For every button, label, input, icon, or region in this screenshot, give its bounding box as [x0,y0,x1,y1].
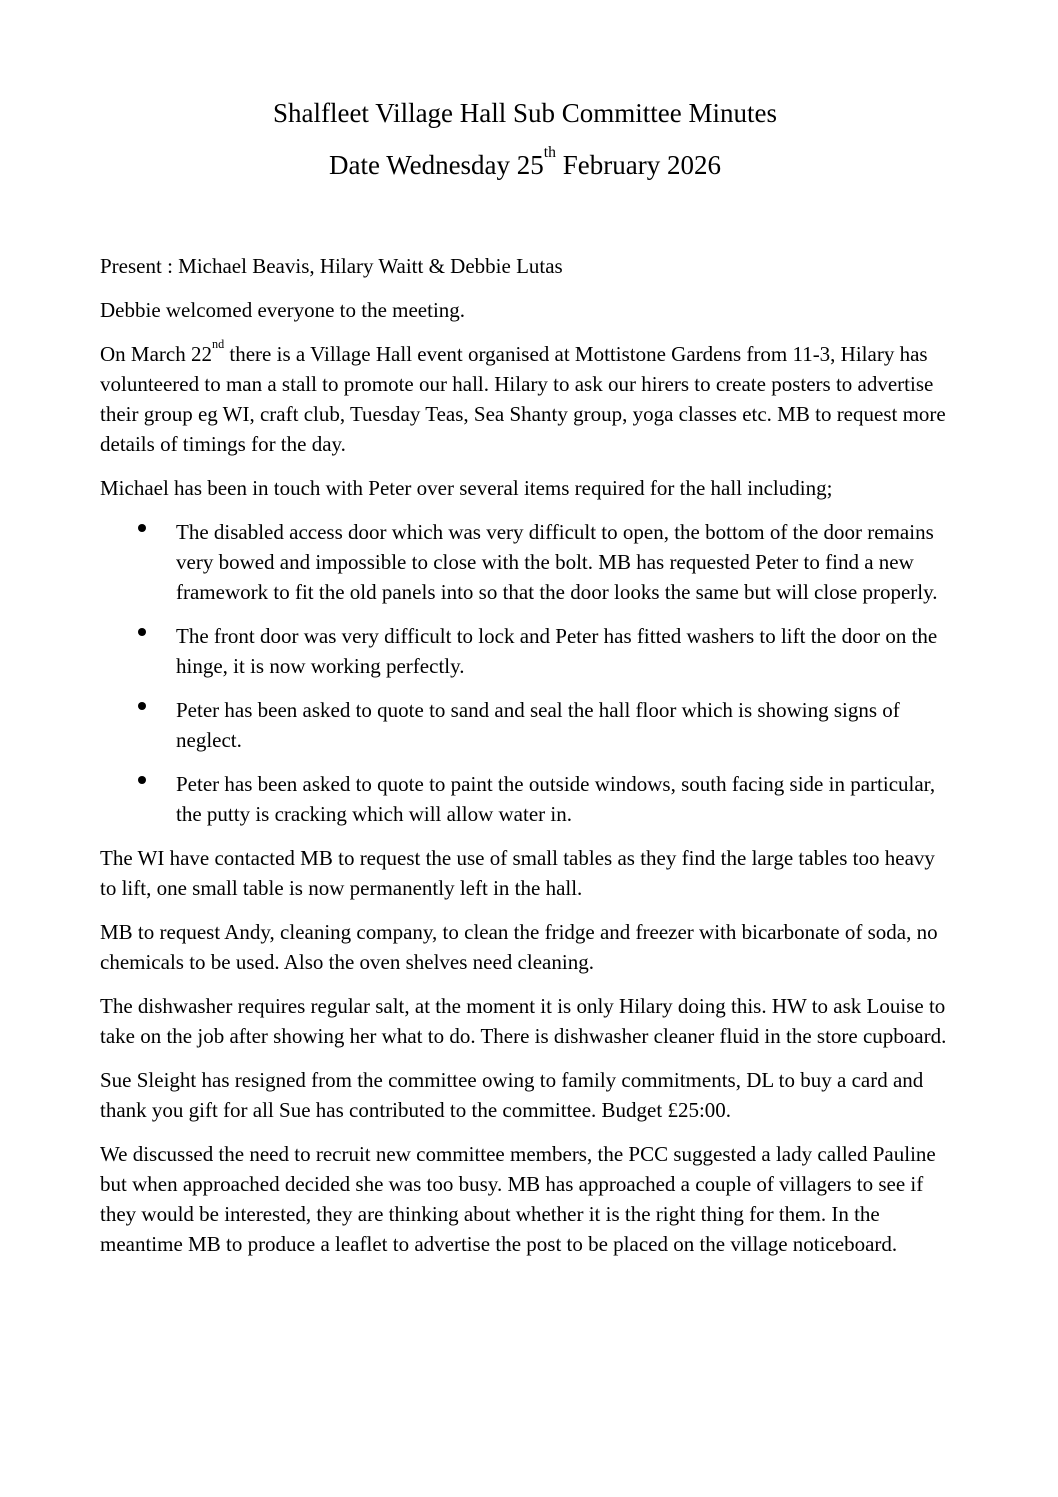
list-item [100,621,950,681]
date-ordinal-suffix: th [543,143,556,161]
march-event-pre: On March 22 [100,342,212,366]
bullet-icon [138,702,146,710]
paragraph-wi-tables: The WI have contacted MB to request the use of small tables as they find the large tables too heavy to lift, one small table is now permanently left in the hall. [100,846,935,900]
document-date-line [100,143,950,183]
bullet-icon [138,524,146,532]
list-item [100,769,950,829]
list-item-text: The disabled access door which was very difficult to open, the bottom of the door remains very bowed and impossible to close with the bolt. MB has requested Peter to find a new framework to fit the old panels into so that the door looks the same but will close properly. [176,520,938,604]
march-ordinal-suffix: nd [211,336,225,351]
bullet-icon [138,776,146,784]
hall-items-list [100,517,950,829]
paragraph-recruitment: We discussed the need to recruit new committee members, the PCC suggested a lady called Pauline but when approached decided she was too busy. MB has approached a couple of villagers to see if they would be interested, they are thinking about whether it is the right thing for them. In the meantime MB to produce a leaflet to advertise the post to be placed on the village noticeboard. [100,1142,936,1256]
paragraph-welcome: Debbie welcomed everyone to the meeting. [100,298,466,322]
present-attendees-line: Present : Michael Beavis, Hilary Waitt & Debbie Lutas [100,254,563,278]
date-text-post: February 2026 [555,150,721,180]
paragraph-march-event [100,336,950,459]
march-event-post: there is a Village Hall event organised at Mottistone Gardens from 11-3, Hilary has volunteered to man a stall to promote our hall. Hilary to ask our hirers to create posters to advertise their group eg WI, craft club, Tuesday Teas, Sea Shanty group, yoga classes etc. MB to request more details of timings for the day. [100,342,946,456]
date-text-pre: Date Wednesday 25 [329,150,544,180]
list-item-text: Peter has been asked to quote to sand and seal the hall floor which is showing signs of neglect. [176,698,900,752]
bullet-icon [138,628,146,636]
paragraph-michael-peter: Michael has been in touch with Peter over several items required for the hall including; [100,476,833,500]
paragraph-dishwasher: The dishwasher requires regular salt, at the moment it is only Hilary doing this. HW to ask Louise to take on the job after showing her what to do. There is dishwasher cleaner fluid in the store cupboard. [100,994,947,1048]
list-item [100,695,950,755]
paragraph-cleaning: MB to request Andy, cleaning company, to clean the fridge and freezer with bicarbonate of soda, no chemicals to be used. Also the oven shelves need cleaning. [100,920,938,974]
document-title: Shalfleet Village Hall Sub Committee Minutes [272,98,778,128]
list-item [100,517,950,607]
list-item-text: Peter has been asked to quote to paint the outside windows, south facing side in particular, the putty is cracking which will allow water in. [176,772,936,826]
list-item-text: The front door was very difficult to lock and Peter has fitted washers to lift the door on the hinge, it is now working perfectly. [176,624,938,678]
paragraph-sue-resigned: Sue Sleight has resigned from the committee owing to family commitments, DL to buy a card and thank you gift for all Sue has contributed to the committee. Budget £25:00. [100,1068,924,1122]
